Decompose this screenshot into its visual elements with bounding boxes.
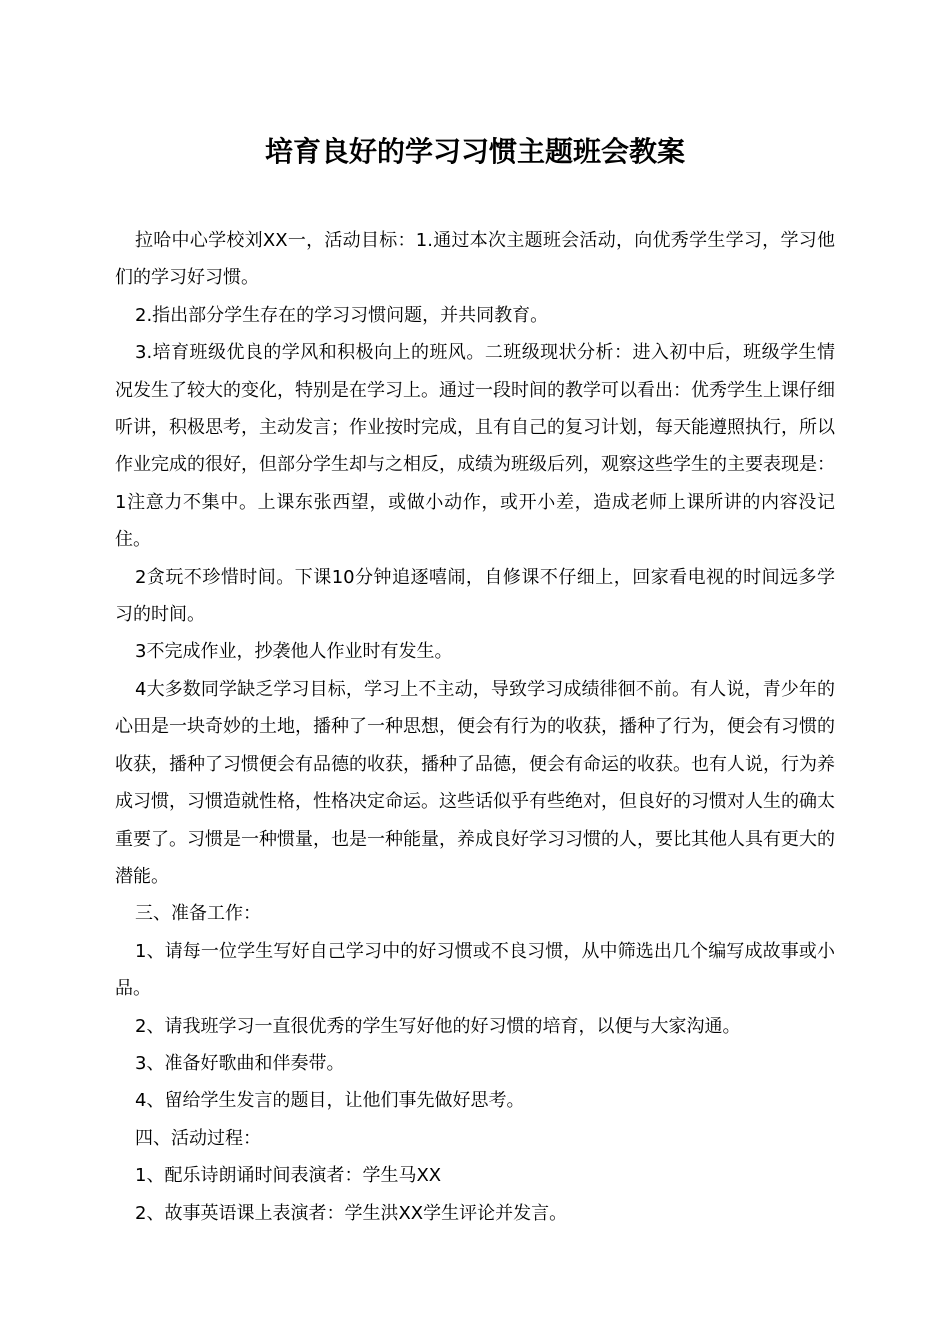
paragraph: 1、请每一位学生写好自己学习中的好习惯或不良习惯，从中筛选出几个编写成故事或小品。: [115, 940, 835, 1000]
paragraph: 2贪玩不珍惜时间。下课10分钟追逐嘻闹，自修课不仔细上，回家看电视的时间远多学习的时间。: [115, 566, 835, 626]
paragraph: 3不完成作业，抄袭他人作业时有发生。: [135, 641, 453, 663]
paragraph: 2、请我班学习一直很优秀的学生写好他的好习惯的培育，以便与大家沟通。: [135, 1015, 741, 1037]
paragraph: 拉哈中心学校刘XX一，活动目标：1.通过本次主题班会活动，向优秀学生学习，学习他们的学习好习惯。: [115, 230, 835, 289]
paragraph: 4、留给学生发言的题目，让他们事先做好思考。: [135, 1090, 525, 1112]
section-heading: 四、活动过程：: [135, 1127, 261, 1149]
paragraph: 2、故事英语课上表演者：学生洪XX学生评论并发言。: [135, 1202, 568, 1224]
paragraph: 3.培育班级优良的学风和积极向上的班风。二班级现状分析：进入初中后，班级学生情况发生了较大的变化，特别是在学习上。通过一段时间的教学可以看出：优秀学生上课仔细听讲，积极思考，主动发言；作业按时完成，且有自己的复习计划，每天能遵照执行，所以作业完成的很好，但部分学生却与之相反，成绩为班级后列，观察这些学生的主要表现是：1注意力不集中。上课东张西望，或做小动作，或开小差，造成老师上课所讲的内容没记住。: [115, 342, 835, 551]
paragraph: 1、配乐诗朗诵时间表演者：学生马XX: [135, 1165, 442, 1187]
paragraph: 2.指出部分学生存在的学习习惯问题，并共同教育。: [135, 304, 549, 326]
document-body: [115, 222, 835, 1232]
section-heading: 三、准备工作：: [135, 903, 261, 925]
document-title: 培育良好的学习习惯主题班会教案: [264, 135, 685, 168]
paragraph: 3、准备好歌曲和伴奏带。: [135, 1052, 345, 1074]
paragraph: 4大多数同学缺乏学习目标，学习上不主动，导致学习成绩徘徊不前。有人说，青少年的心田是一块奇妙的土地，播种了一种思想，便会有行为的收获，播种了行为，便会有习惯的收获，播种了习惯便会有品德的收获，播种了品德，便会有命运的收获。也有人说，行为养成习惯，习惯造就性格，性格决定命运。这些话似乎有些绝对，但良好的习惯对人生的确太重要了。习惯是一种惯量，也是一种能量，养成良好学习习惯的人，要比其他人具有更大的潜能。: [115, 678, 835, 887]
